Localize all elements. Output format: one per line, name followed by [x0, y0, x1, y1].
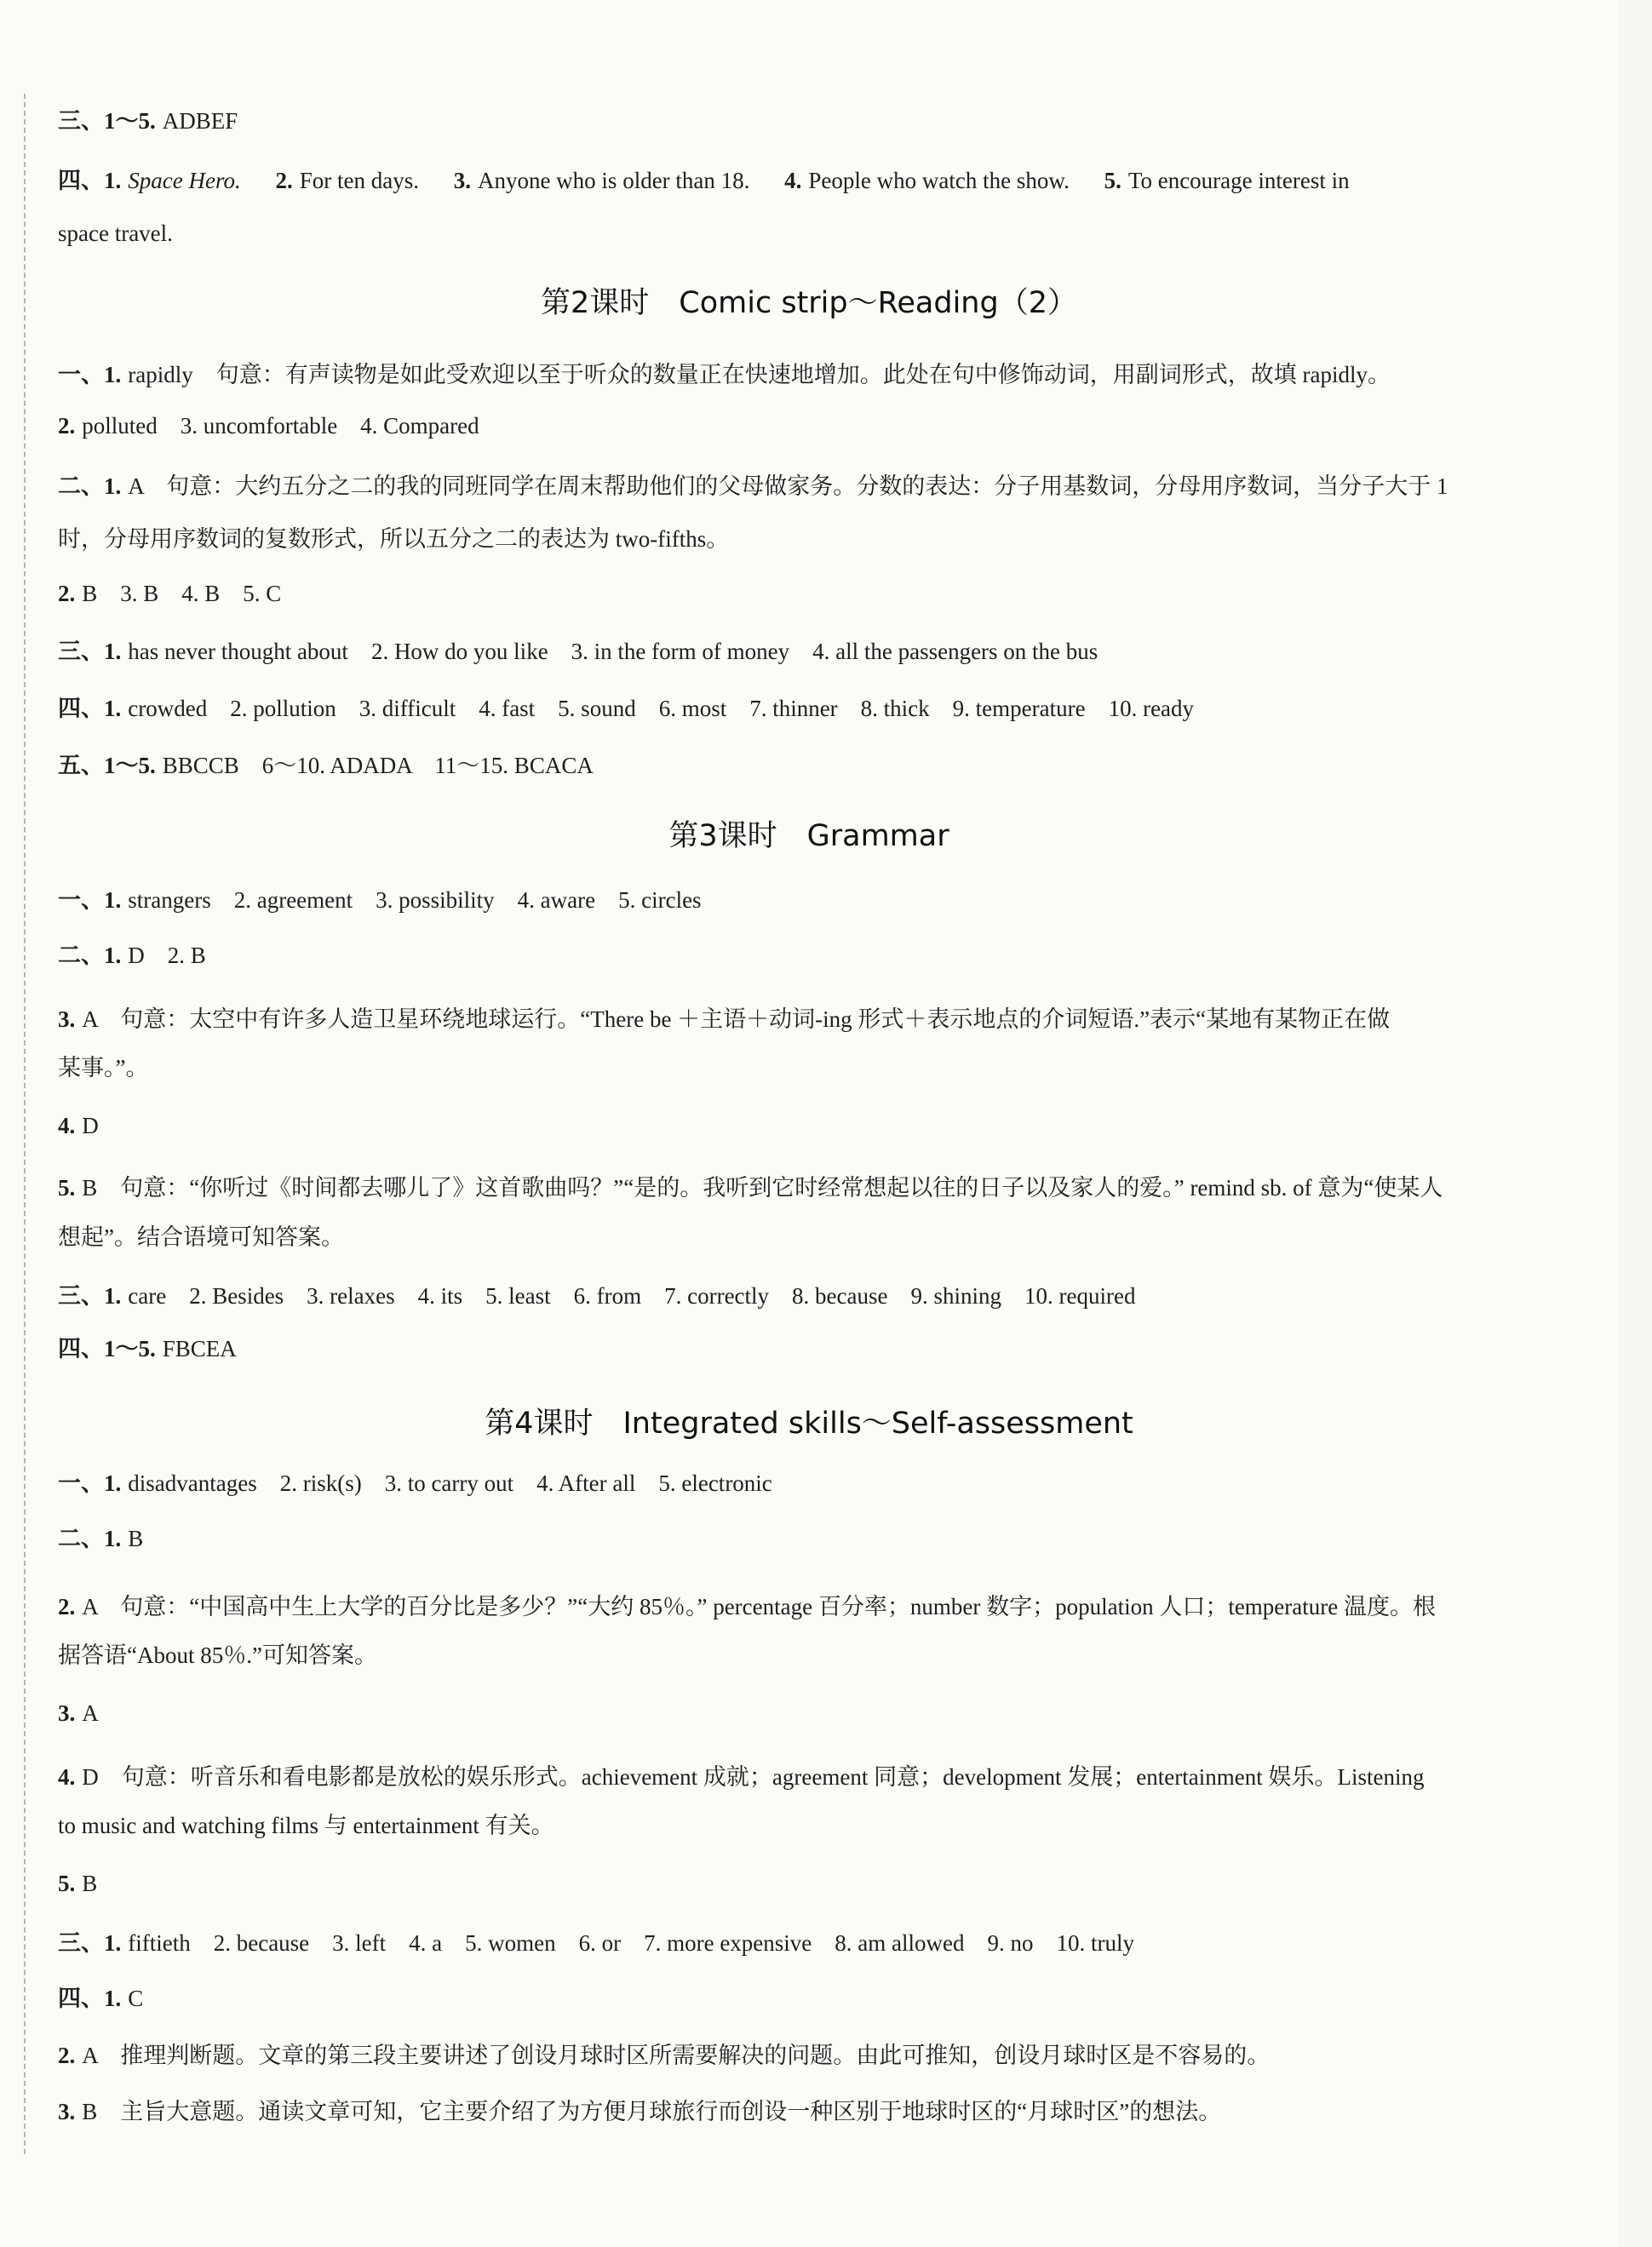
answer-line [58, 411, 1523, 440]
answer-line [58, 1005, 1523, 1034]
item-number: 4. [784, 168, 802, 193]
answer-line [58, 106, 1523, 135]
answer-line [58, 579, 1523, 608]
item-number: 一、1. [58, 887, 122, 913]
answer-text: B 句意：“你听过《时间都去哪儿了》这首歌曲吗？”“是的。我听到它时经常想起以往的日子以及家人的爱。” remind sb. of 意为“使某人 [82, 1175, 1443, 1201]
answer-line [58, 694, 1523, 723]
item-number: 二、1. [58, 1526, 122, 1551]
answer-text: Anyone who is older than 18. [477, 168, 750, 193]
answer-text: strangers 2. agreement 3. possibility 4. aware 5. circles [128, 887, 702, 913]
item-number: 4. [58, 1113, 76, 1138]
item-number: 二、1. [58, 473, 122, 499]
binding-margin-line [24, 94, 26, 2154]
answer-line [58, 1984, 1523, 2013]
answer-text: A [82, 1700, 99, 1726]
item-number: 5. [58, 1871, 76, 1896]
answer-line [58, 1592, 1523, 1621]
item-number: 2. [58, 1594, 76, 1619]
answer-text: to music and watching films 与 entertainment 有关。 [58, 1813, 554, 1838]
answer-text: A 句意：太空中有许多人造卫星环绕地球运行。“There be ＋主语＋动词-ing 形式＋表示地点的介词短语.”表示“某地有某物正在做 [82, 1006, 1391, 1032]
item-number: 3. [58, 2099, 76, 2124]
answer-line [58, 360, 1523, 389]
answer-text: D 2. B [128, 943, 206, 968]
item-number: 一、1. [58, 1470, 122, 1496]
answer-text: 想起”。结合语境可知答案。 [58, 1224, 344, 1250]
answer-text: D [82, 1113, 99, 1138]
answer-line [58, 472, 1523, 501]
answer-text: A 句意：“中国高中生上大学的百分比是多少？”“大约 85％。” percentage 百分率；number 数字；population 人口；temperature 温度。根 [82, 1594, 1436, 1619]
item-number: 五、1～5. [58, 753, 156, 778]
answer-text: disadvantages 2. risk(s) 3. to carry out 4. After all 5. electronic [128, 1470, 772, 1496]
item-number: 2. [58, 2043, 76, 2068]
answer-text: polluted 3. uncomfortable 4. Compared [82, 413, 479, 439]
answer-line [58, 1641, 1523, 1670]
answer-text: FBCEA [162, 1336, 237, 1361]
answer-text: 某事。”。 [58, 1055, 149, 1081]
answer-line [58, 1469, 1523, 1498]
answer-text: B [128, 1526, 144, 1551]
answer-line [58, 524, 1523, 553]
item-number: 2. [58, 413, 76, 439]
answer-text: B 3. B 4. B 5. C [82, 581, 282, 606]
answer-text: C [128, 1986, 144, 2011]
item-number: 三、1. [58, 1930, 122, 1956]
answer-line [58, 1763, 1523, 1791]
answer-line [58, 1281, 1523, 1310]
item-number: 5. [58, 1175, 76, 1201]
answer-line [58, 941, 1523, 970]
answer-text: To encourage interest in [1127, 168, 1350, 193]
answer-line [58, 166, 1523, 195]
answer-text: A 句意：大约五分之二的我的同班同学在周末帮助他们的父母做家务。分数的表达：分子用基数词，分母用序数词，当分子大于 1 [128, 473, 1448, 499]
answer-text: A 推理判断题。文章的第三段主要讲述了创设月球时区所需要解决的问题。由此可推知，创设月球时区是不容易的。 [82, 2043, 1271, 2068]
answer-text: BBCCB 6～10. ADADA 11～15. BCACA [162, 753, 594, 778]
section-title: 第3课时 Grammar [668, 819, 949, 853]
answer-line [58, 751, 1523, 780]
item-number: 一、1. [58, 362, 122, 387]
item-number: 四、1. [58, 168, 122, 193]
item-number: 3. [58, 1700, 76, 1726]
answer-text: B [82, 1871, 98, 1896]
answer-line [58, 1111, 1523, 1140]
answer-text: 据答语“About 85％.”可知答案。 [58, 1642, 377, 1668]
item-number: 2. [275, 168, 293, 193]
answer-line [58, 1929, 1523, 1958]
item-number: 3. [453, 168, 471, 193]
answer-line [58, 1811, 1523, 1840]
answer-line [58, 219, 1523, 248]
item-number: 三、1. [58, 1283, 122, 1309]
answer-line [58, 1053, 1523, 1082]
answer-line [58, 886, 1523, 914]
item-number: 四、1～5. [58, 1336, 156, 1361]
answer-line [58, 2097, 1523, 2126]
answer-text: People who watch the show. [808, 168, 1070, 193]
answer-text: 时，分母用序数词的复数形式，所以五分之二的表达为 two-fifths。 [58, 526, 730, 552]
item-number: 三、1～5. [58, 108, 156, 134]
item-number: 3. [58, 1006, 76, 1032]
answer-text: B 主旨大意题。通读文章可知，它主要介绍了为方便月球旅行而创设一种区别于地球时区的“月球时区”的想法。 [82, 2099, 1222, 2124]
answer-text: space travel. [58, 221, 173, 246]
answer-text: crowded 2. pollution 3. difficult 4. fast 5. sound 6. most 7. thinner 8. thick 9. temperature 10. ready [128, 696, 1195, 721]
answer-line [58, 1869, 1523, 1898]
answer-line [58, 1173, 1523, 1202]
item-number: 四、1. [58, 696, 122, 721]
answer-line [58, 1524, 1523, 1553]
answer-text: ADBEF [162, 108, 238, 134]
item-number: 四、1. [58, 1986, 122, 2011]
answer-text: has never thought about 2. How do you like 3. in the form of money 4. all the passengers on the bus [128, 639, 1098, 664]
answer-text: fiftieth 2. because 3. left 4. a 5. women 6. or 7. more expensive 8. am allowed 9. no 10. truly [128, 1930, 1134, 1956]
answer-line [58, 637, 1523, 666]
item-number: 5. [1104, 168, 1121, 193]
answer-line [58, 1699, 1523, 1728]
section-title: 第4课时 Integrated skills～Self-assessment [485, 1407, 1133, 1441]
answer-text: For ten days. [299, 168, 419, 193]
answer-line [58, 2041, 1523, 2070]
item-number: 2. [58, 581, 76, 606]
item-number: 4. [58, 1764, 76, 1790]
item-number: 三、1. [58, 639, 122, 664]
item-number: 二、1. [58, 943, 122, 968]
section-title: 第2课时 Comic strip～Reading（2） [541, 286, 1077, 320]
answer-text: D 句意：听音乐和看电影都是放松的娱乐形式。achievement 成就；agreement 同意；development 发展；entertainment 娱乐。Listening [82, 1764, 1425, 1790]
answer-text: care 2. Besides 3. relaxes 4. its 5. least 6. from 7. correctly 8. because 9. shining 10. required [128, 1283, 1136, 1309]
answer-line [58, 1334, 1523, 1363]
answer-text: Space Hero. [128, 168, 241, 193]
answer-text: rapidly 句意：有声读物是如此受欢迎以至于听众的数量正在快速地增加。此处在句中修饰动词，用副词形式，故填 rapidly。 [128, 362, 1391, 387]
answer-line [58, 1223, 1523, 1252]
